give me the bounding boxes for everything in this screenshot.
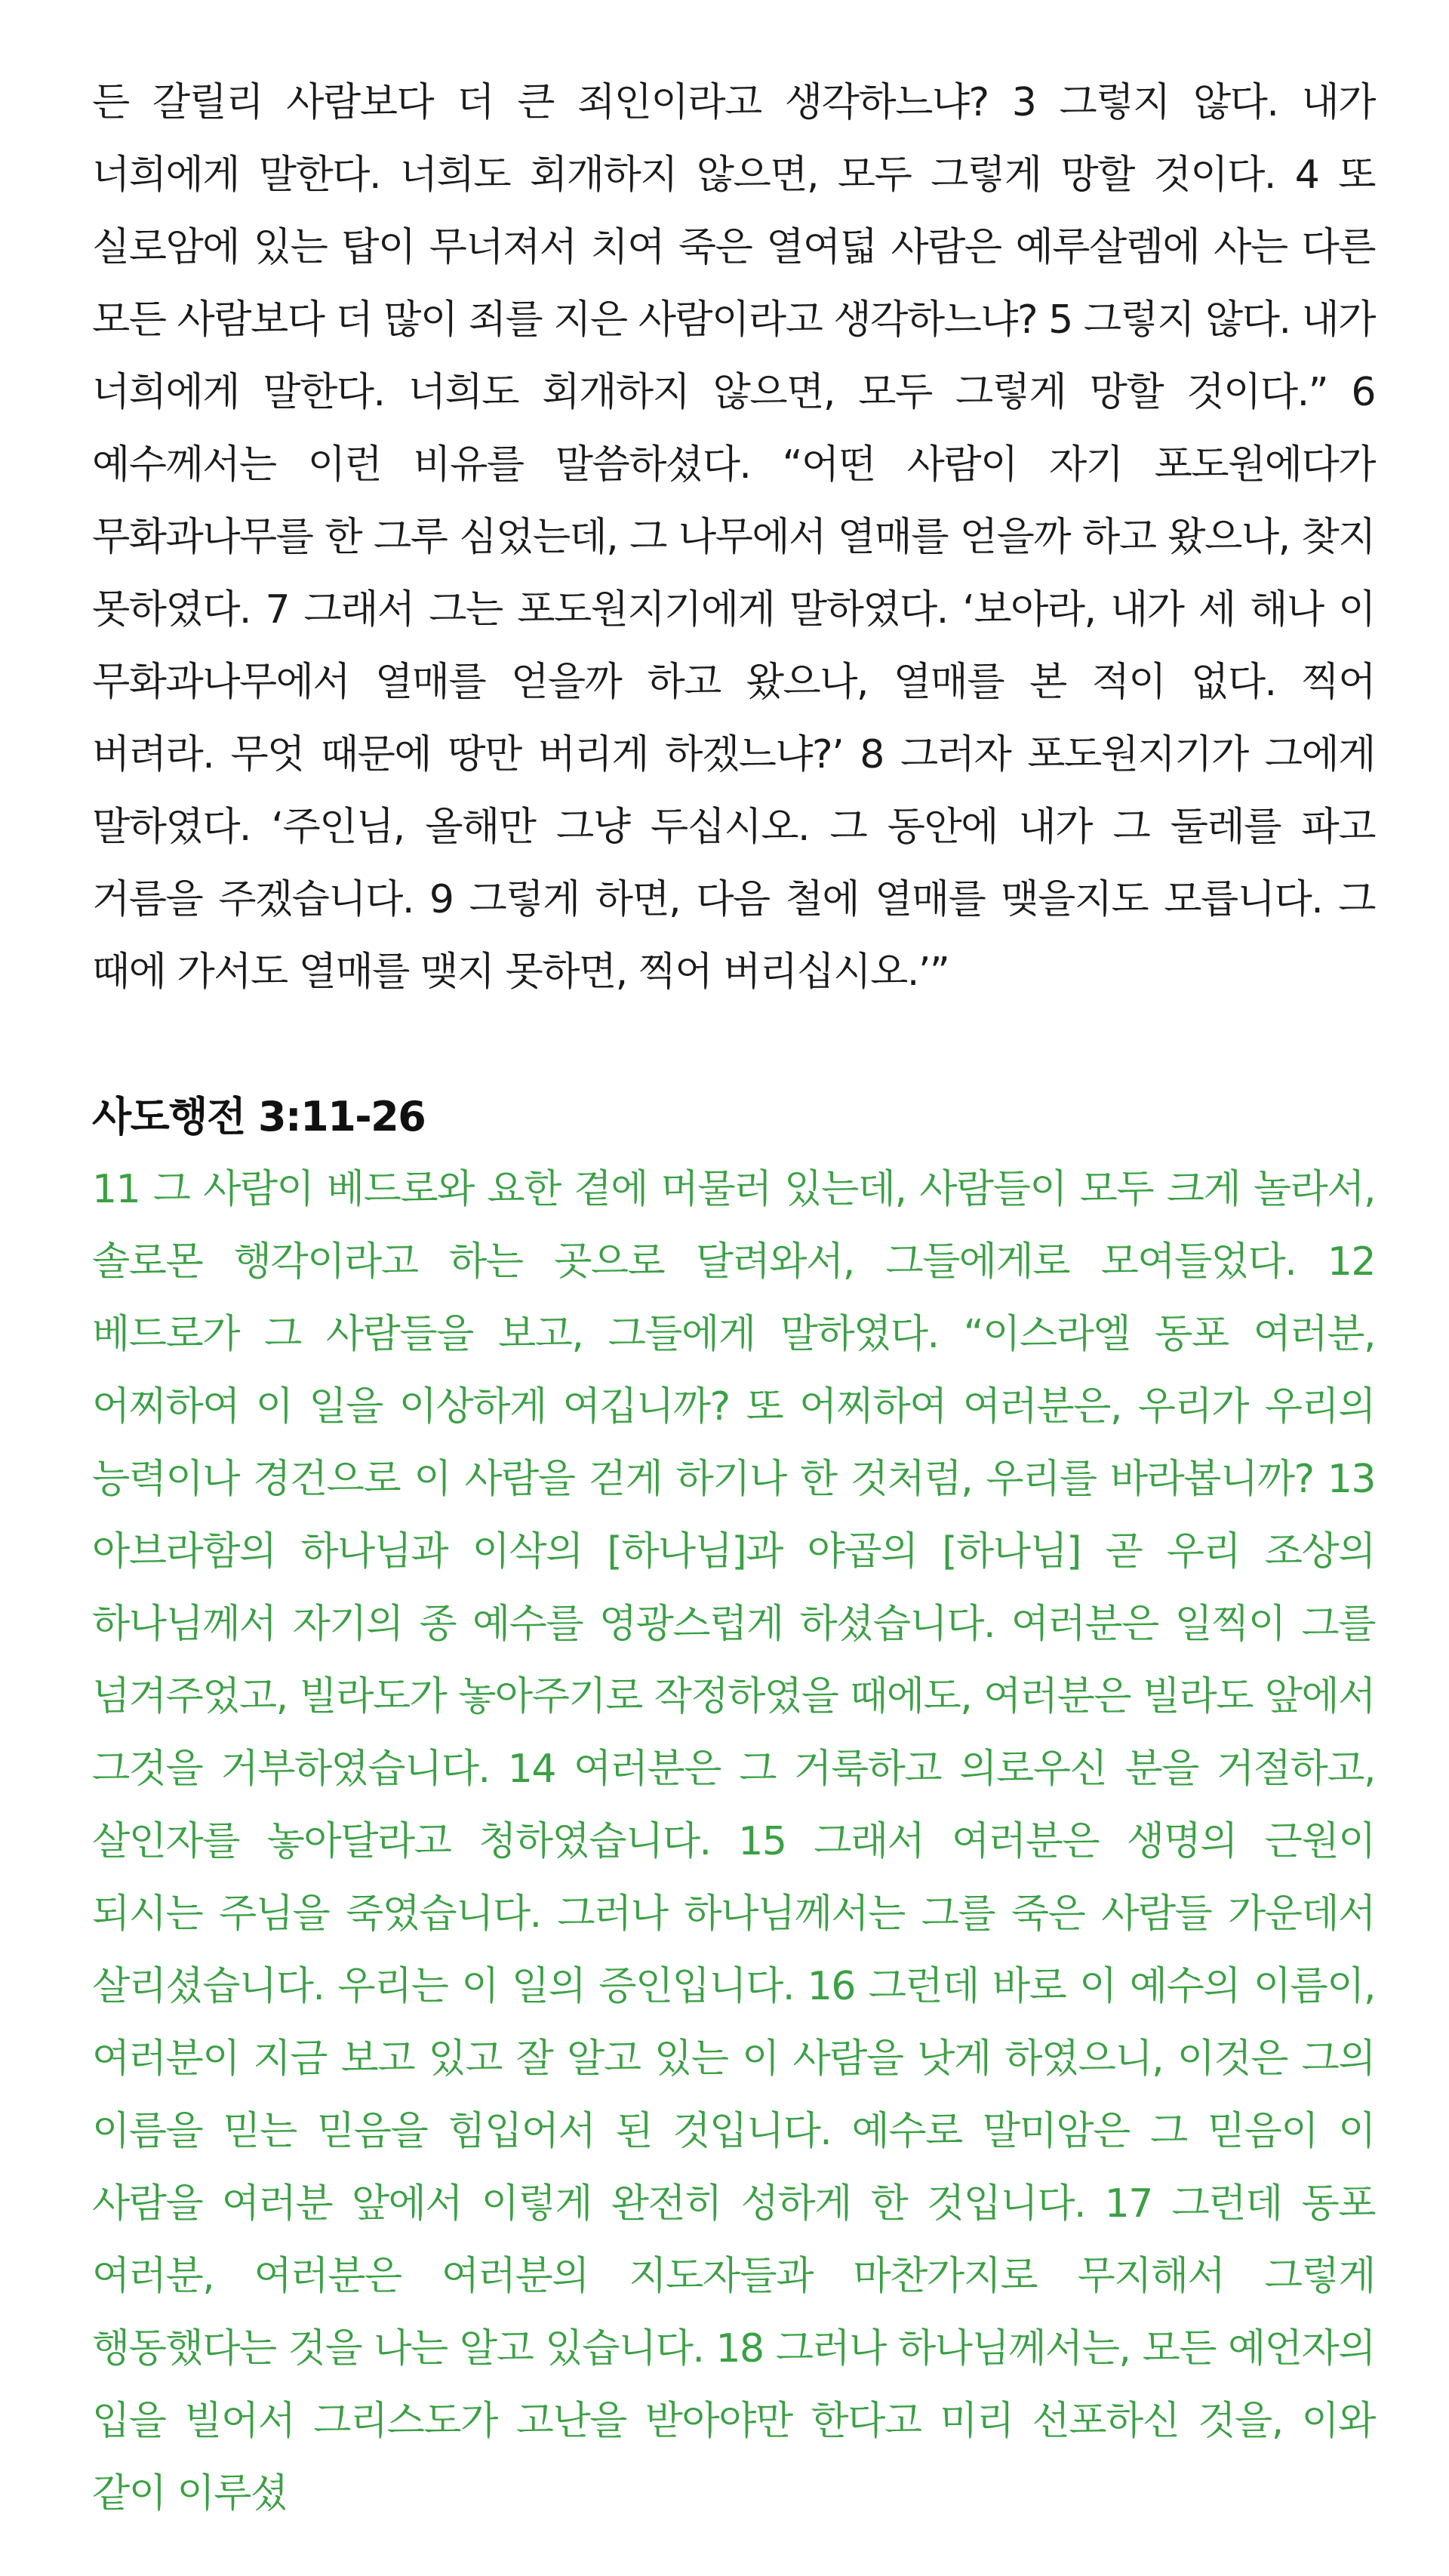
section-spacer xyxy=(92,1008,1375,1081)
luke-passage-text: 든 갈릴리 사람보다 더 큰 죄인이라고 생각하느냐? 3 그렇지 않다. 내가 너희에게 말한다. 너희도 회개하지 않으면, 모두 그렇게 망할 것이다. 4 또 실로암에 있는 탑이 무너져서 치여 죽은 열여덟 사람은 예루살렘에 사는 다른 모든 사람보다 더 많이 죄를 지은 사람이라고 생각하느냐? 5 그렇지 않다. 내가 너희에게 말한다. 너희도 회개하지 않으면, 모두 그렇게 망할 것이다.” 6 예수께서는 이런 비유를 말씀하셨다. “어떤 사람이 자기 포도원에다가 무화과나무를 한 그루 심었는데, 그 나무에서 열매를 얻을까 하고 왔으나, 찾지 못하였다. 7 그래서 그는 포도원지기에게 말하였다. ‘보아라, 내가 세 해나 이 무화과나무에서 열매를 얻을까 하고 왔으나, 열매를 본 적이 없다. 찍어 버려라. 무엇 때문에 땅만 버리게 하겠느냐?’ 8 그러자 포도원지기가 그에게 말하였다. ‘주인님, 올해만 그냥 두십시오. 그 동안에 내가 그 둘레를 파고 거름을 주겠습니다. 9 그렇게 하면, 다음 철에 열매를 맺을지도 모릅니다. 그 때에 가서도 열매를 맺지 못하면, 찍어 버리십시오.’” xyxy=(92,80,1375,995)
acts-passage-heading: 사도행전 3:11-26 xyxy=(92,1093,426,1140)
reading-page xyxy=(92,66,1375,2530)
acts-passage-text: 11 그 사람이 베드로와 요한 곁에 머물러 있는데, 사람들이 모두 크게 놀라서, 솔로몬 행각이라고 하는 곳으로 달려와서, 그들에게로 모여들었다. 12 베드로가 그 사람들을 보고, 그들에게 말하였다. “이스라엘 동포 여러분, 어찌하여 이 일을 이상하게 여깁니까? 또 어찌하여 여러분은, 우리가 우리의 능력이나 경건으로 이 사람을 걷게 하기나 한 것처럼, 우리를 바라봅니까? 13 아브라함의 하나님과 이삭의 [하나님]과 야곱의 [하나님] 곧 우리 조상의 하나님께서 자기의 종 예수를 영광스럽게 하셨습니다. 여러분은 일찍이 그를 넘겨주었고, 빌라도가 놓아주기로 작정하였을 때에도, 여러분은 빌라도 앞에서 그것을 거부하였습니다. 14 여러분은 그 거룩하고 의로우신 분을 거절하고, 살인자를 놓아달라고 청하였습니다. 15 그래서 여러분은 생명의 근원이 되시는 주님을 죽였습니다. 그러나 하나님께서는 그를 죽은 사람들 가운데서 살리셨습니다. 우리는 이 일의 증인입니다. 16 그런데 바로 이 예수의 이름이, 여러분이 지금 보고 있고 잘 알고 있는 이 사람을 낫게 하였으니, 이것은 그의 이름을 믿는 믿음을 힘입어서 된 것입니다. 예수로 말미암은 그 믿음이 이 사람을 여러분 앞에서 이렇게 완전히 성하게 한 것입니다. 17 그런데 동포 여러분, 여러분은 여러분의 지도자들과 마찬가지로 무지해서 그렇게 행동했다는 것을 나는 알고 있습니다. 18 그러나 하나님께서는, 모든 예언자의 입을 빌어서 그리스도가 고난을 받아야만 한다고 미리 선포하신 것을, 이와 같이 이루셨 xyxy=(92,1167,1375,2516)
